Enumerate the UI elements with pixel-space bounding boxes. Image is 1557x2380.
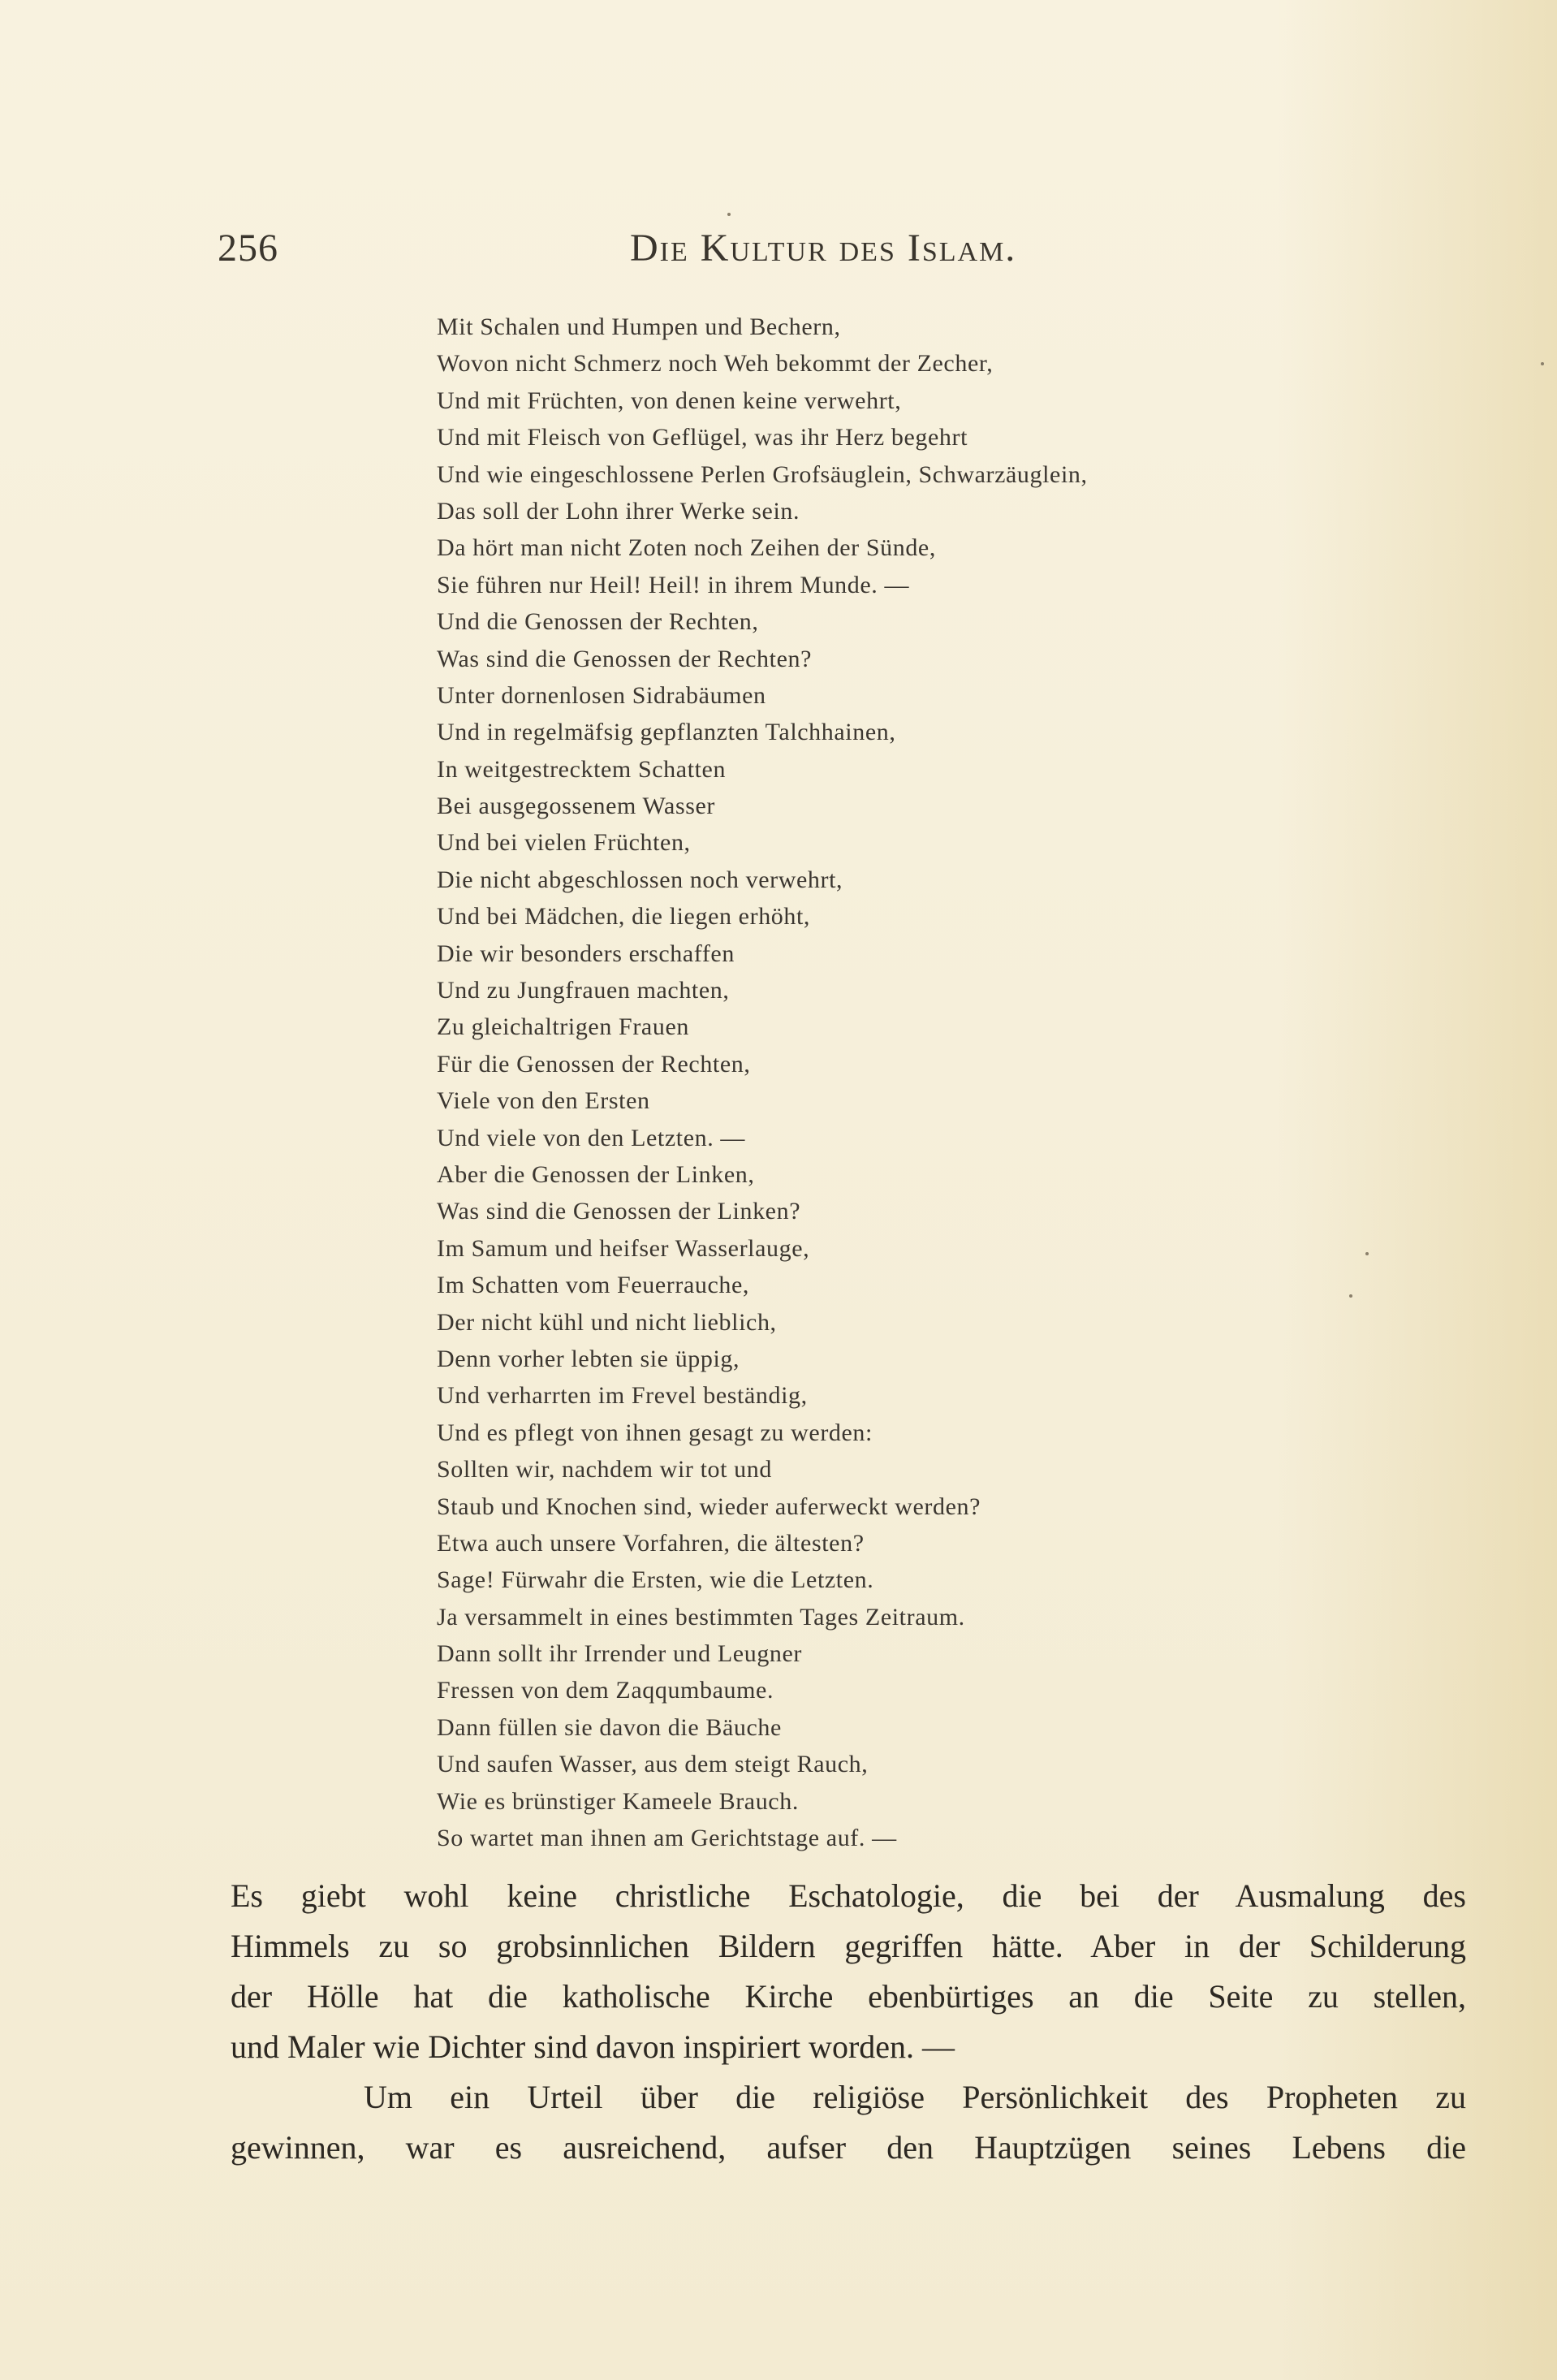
ink-speck — [727, 213, 731, 216]
poem-line: Dann füllen sie davon die Bäuche — [437, 1713, 782, 1741]
poem-line: Und mit Fleisch von Geflügel, was ihr Herz begehrt — [437, 424, 968, 451]
body-paragraph-1-line: und Maler wie Dichter sind davon inspiriert worden. — — [231, 2028, 955, 2065]
body-paragraph-1-line: der Hölle hat die katholische Kirche ebenbürtiges an die Seite zu stellen, — [231, 1978, 1466, 2015]
poem-line: Sollten wir, nachdem wir tot und — [437, 1456, 772, 1484]
poem-line: Für die Genossen der Rechten, — [437, 1050, 751, 1078]
body-paragraph-2-line: gewinnen, war es ausreichend, aufser den Hauptzügen seines Lebens die — [231, 2129, 1466, 2166]
poem-line: So wartet man ihnen am Gerichtstage auf. — — [437, 1825, 897, 1852]
running-title: Die Kultur des Islam. — [630, 227, 1017, 270]
poem-line: Und zu Jungfrauen machten, — [437, 977, 730, 1004]
poem-line: Dann sollt ihr Irrender und Leugner — [437, 1640, 803, 1668]
page-number: 256 — [218, 227, 278, 270]
poem-line: Und saufen Wasser, aus dem steigt Rauch, — [437, 1751, 869, 1778]
ink-speck — [1365, 1252, 1369, 1255]
poem-line: Die nicht abgeschlossen noch verwehrt, — [437, 866, 843, 893]
body-paragraph-2-line: Um ein Urteil über die religiöse Persönlichkeit des Propheten zu — [364, 2079, 1466, 2115]
poem-line: Und viele von den Letzten. — — [437, 1124, 746, 1151]
ink-speck — [1541, 362, 1544, 365]
poem-line: Aber die Genossen der Linken, — [437, 1160, 755, 1188]
poem-line: Und bei vielen Früchten, — [437, 829, 691, 857]
poem-line: Und bei Mädchen, die liegen erhöht, — [437, 903, 811, 931]
poem-line: Und wie eingeschlossene Perlen Grofsäuglein, Schwarzäuglein, — [437, 460, 1088, 488]
poem-line: Und mit Früchten, von denen keine verwehrt, — [437, 387, 902, 414]
poem-line: In weitgestrecktem Schatten — [437, 755, 727, 783]
ink-speck — [1349, 1294, 1352, 1298]
poem-line: Zu gleichaltrigen Frauen — [437, 1013, 689, 1041]
poem-line: Sage! Fürwahr die Ersten, wie die Letzten. — [437, 1566, 874, 1594]
poem-line: Und es pflegt von ihnen gesagt zu werden: — [437, 1419, 873, 1446]
poem-line: Etwa auch unsere Vorfahren, die ältesten? — [437, 1529, 865, 1557]
poem-line: Mit Schalen und Humpen und Bechern, — [437, 313, 841, 340]
poem-line: Wovon nicht Schmerz noch Weh bekommt der Zecher, — [437, 350, 994, 378]
body-paragraph-1-line: Es giebt wohl keine christliche Eschatologie, die bei der Ausmalung des — [231, 1877, 1466, 1914]
poem-line: Wie es brünstiger Kameele Brauch. — [437, 1787, 799, 1815]
poem-line: Denn vorher lebten sie üppig, — [437, 1345, 740, 1372]
poem-line: Und verharrten im Frevel beständig, — [437, 1382, 808, 1410]
poem-line: Staub und Knochen sind, wieder auferweckt werden? — [437, 1492, 981, 1520]
poem-line: Fressen von dem Zaqqumbaume. — [437, 1677, 774, 1704]
poem-line: Im Samum und heifser Wasserlauge, — [437, 1234, 810, 1262]
poem-line: Was sind die Genossen der Rechten? — [437, 645, 813, 672]
poem-line: Und in regelmäfsig gepflanzten Talchhainen, — [437, 719, 896, 746]
poem-line: Was sind die Genossen der Linken? — [437, 1198, 801, 1225]
poem-line: Die wir besonders erschaffen — [437, 939, 735, 967]
poem-line: Da hört man nicht Zoten noch Zeihen der Sünde, — [437, 534, 936, 562]
poem-line: Und die Genossen der Rechten, — [437, 608, 759, 636]
poem-block — [437, 309, 1088, 1856]
poem-line: Das soll der Lohn ihrer Werke sein. — [437, 497, 800, 525]
poem-line: Unter dornenlosen Sidrabäumen — [437, 681, 766, 709]
poem-line: Ja versammelt in eines bestimmten Tages Zeitraum. — [437, 1603, 965, 1631]
poem-line: Der nicht kühl und nicht lieblich, — [437, 1308, 777, 1336]
body-paragraph-1-line: Himmels zu so grobsinnlichen Bildern gegriffen hätte. Aber in der Schilderung — [231, 1928, 1466, 1964]
poem-line: Sie führen nur Heil! Heil! in ihrem Munde. — — [437, 571, 910, 598]
poem-line: Bei ausgegossenem Wasser — [437, 793, 716, 820]
poem-line: Viele von den Ersten — [437, 1087, 650, 1115]
poem-line: Im Schatten vom Feuerrauche, — [437, 1272, 750, 1299]
